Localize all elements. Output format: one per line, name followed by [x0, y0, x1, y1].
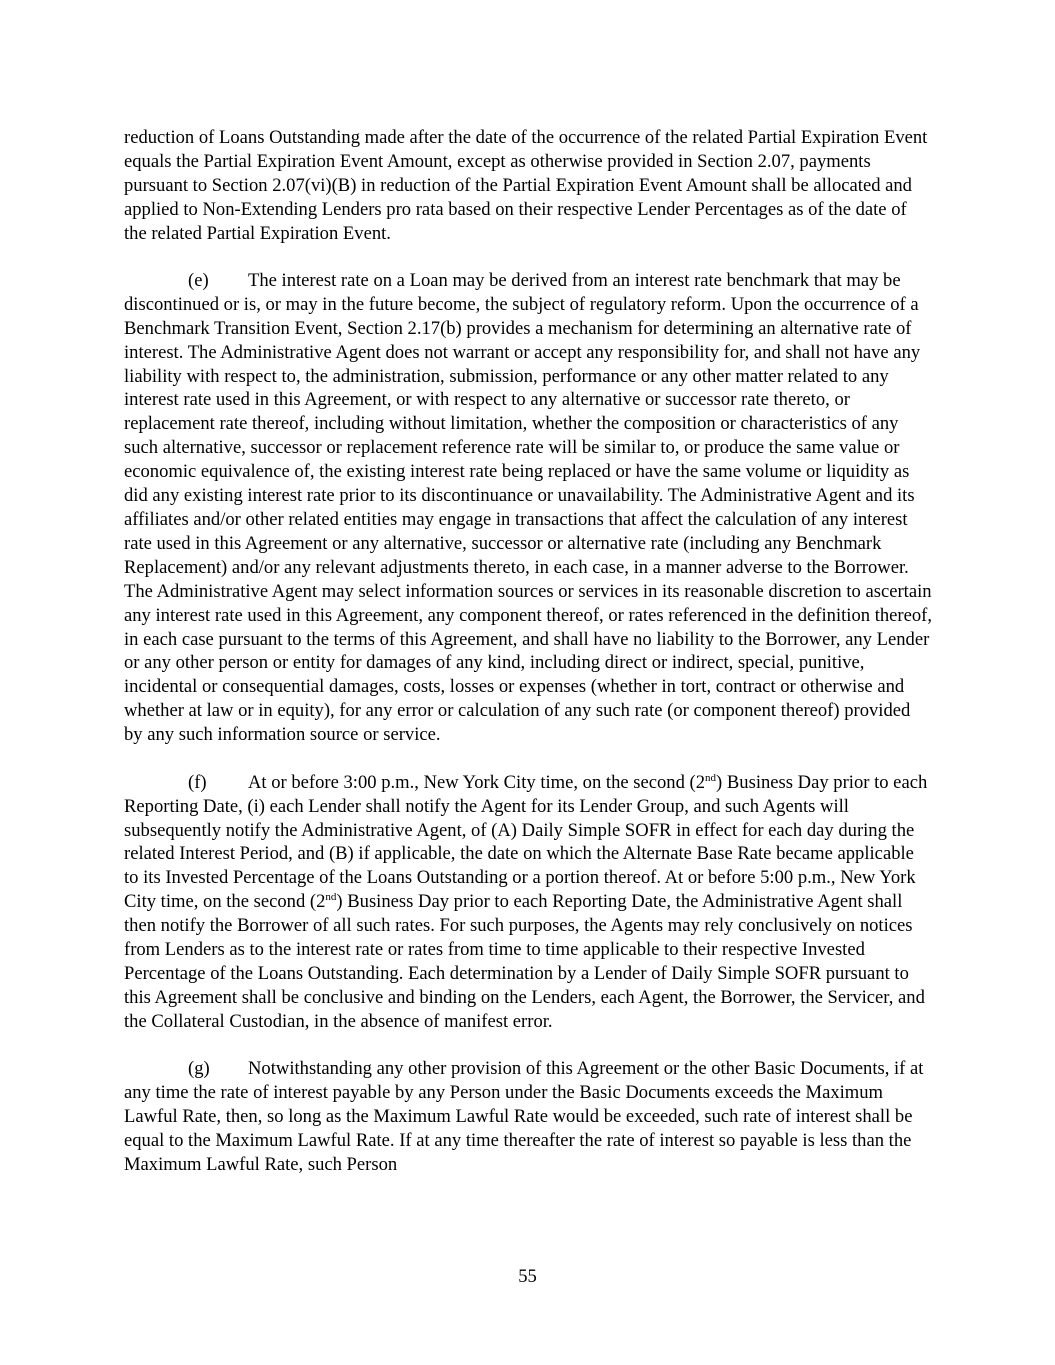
- paragraph-label: (f): [188, 771, 207, 793]
- paragraph-text-part-3: ) Business Day prior to each Reporting Date, the Administrative Agent shall then notify the Borrower of all such rates. For such purposes, the Agents may rely conclusively on notices from Lenders as to the interest rate or rates from time to time applicable to their respective Invested Percentage of the Loans Outstanding. Each determination by a Lender of Daily Simple SOFR pursuant to this Agreement shall be conclusive and binding on the Lenders, each Agent, the Borrower, the Servicer, and the Collateral Custodian, in the absence of manifest error.: [124, 891, 925, 1032]
- paragraph-f: [124, 771, 932, 1034]
- paragraph-text: The interest rate on a Loan may be derived from an interest rate benchmark that may be discontinued or is, or may in the future become, the subject of regulatory reform. Upon the occurrence of a Benchmark Transition Event, Section 2.17(b) provides a mechanism for determining an alternative rate of interest. The Administrative Agent does not warrant or accept any responsibility for, and shall not have any liability with respect to, the administration, submission, performance or any other matter related to any interest rate used in this Agreement, or with respect to any alternative or successor rate thereto, or replacement rate thereof, including without limitation, whether the composition or characteristics of any such alternative, successor or replacement reference rate will be similar to, or produce the same value or economic equivalence of, the existing interest rate being replaced or have the same volume or liquidity as did any existing interest rate prior to its discontinuance or unavailability. The Administrative Agent and its affiliates and/or other related entities may engage in transactions that affect the calculation of any interest rate used in this Agreement or any alternative, successor or alternative rate (including any Benchmark Replacement) and/or any relevant adjustments thereto, in each case, in a manner adverse to the Borrower. The Administrative Agent may select information sources or services in its reasonable discretion to ascertain any interest rate used in this Agreement, any component thereof, or rates referenced in the definition thereof, in each case pursuant to the terms of this Agreement, and shall have no liability to the Borrower, any Lender or any other person or entity for damages of any kind, including direct or indirect, special, punitive, incidental or consequential damages, costs, losses or expenses (whether in tort, contract or otherwise and whether at law or in equity), for any error or calculation of any such rate (or component thereof) provided by any such information source or service.: [124, 269, 933, 746]
- paragraph-continuation: reduction of Loans Outstanding made after the date of the occurrence of the related Partial Expiration Event equals the Partial Expiration Event Amount, except as otherwise provided in Section 2.07, payments pursuant to Section 2.07(vi)(B) in reduction of the Partial Expiration Event Amount shall be allocated and applied to Non-Extending Lenders pro rata based on their respective Lender Percentages as of the date of the related Partial Expiration Event.: [124, 127, 928, 244]
- paragraph-label: (g): [188, 1058, 210, 1080]
- ordinal-superscript: nd: [325, 891, 337, 904]
- paragraph-text-part-2: ) Business Day prior to each Reporting Date, (i) each Lender shall notify the Agent for its Lender Group, and such Agents will subsequently notify the Administrative Agent, of (A) Daily Simple SOFR in effect for each day during the related Interest Period, and (B) if applicable, the date on which the Alternate Base Rate became applicable to its Invested Percentage of the Loans Outstanding or a portion thereof. At or before 5:00 p.m., New York City time, on the second (2: [124, 771, 928, 913]
- paragraph-label: (e): [188, 269, 209, 291]
- paragraph-e: [124, 269, 932, 747]
- paragraph-g: [124, 1057, 932, 1177]
- paragraph-text-part-1: At or before 3:00 p.m., New York City time, on the second (2: [248, 771, 706, 793]
- document-body: [124, 126, 932, 1201]
- page-number: 55: [518, 1266, 537, 1287]
- ordinal-superscript: nd: [705, 771, 717, 784]
- paragraph-text: Notwithstanding any other provision of this Agreement or the other Basic Documents, if at any time the rate of interest payable by any Person under the Basic Documents exceeds the Maximum Lawful Rate, then, so long as the Maximum Lawful Rate would be exceeded, such rate of interest shall be equal to the Maximum Lawful Rate. If at any time thereafter the rate of interest so payable is less than the Maximum Lawful Rate, such Person: [124, 1058, 924, 1176]
